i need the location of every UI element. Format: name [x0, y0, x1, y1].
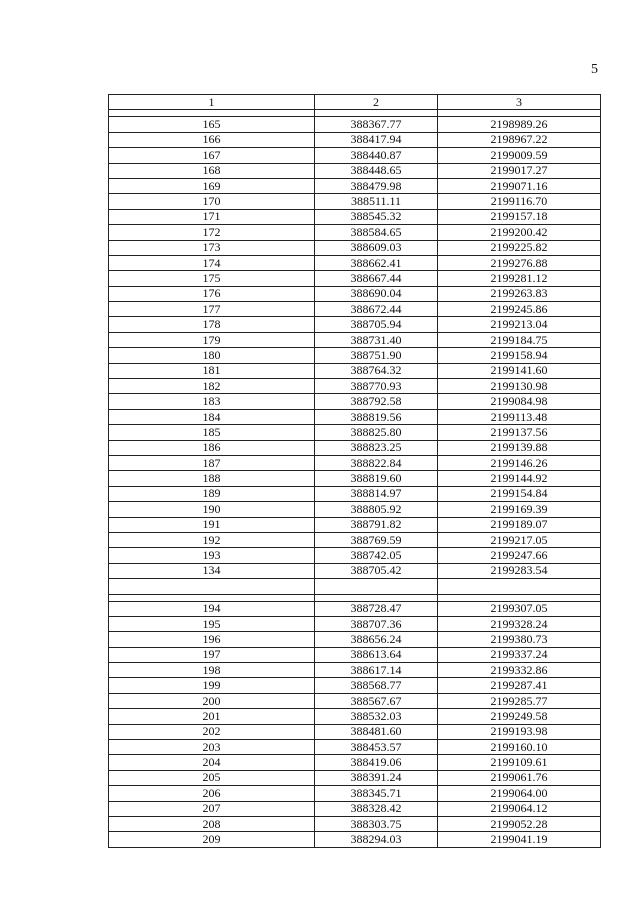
- table-row: [109, 832, 601, 847]
- table-row: [109, 440, 601, 455]
- coordinate-y-cell: 2199249.58: [438, 709, 601, 724]
- table-row: [109, 163, 601, 178]
- point-number-cell: 189: [109, 486, 315, 501]
- table-row: [109, 117, 601, 132]
- coordinate-y-cell: 2199141.60: [438, 363, 601, 378]
- coordinate-y-cell: 2199247.66: [438, 548, 601, 563]
- table-row: [109, 517, 601, 532]
- coordinate-x-cell: 388328.42: [315, 801, 438, 816]
- coordinates-table: [108, 94, 601, 848]
- header-col-1: 1: [109, 95, 315, 110]
- point-number-cell: 191: [109, 517, 315, 532]
- empty-cell: [438, 594, 601, 601]
- coordinate-y-cell: 2199276.88: [438, 255, 601, 270]
- point-number-cell: 199: [109, 678, 315, 693]
- empty-cell: [109, 579, 315, 594]
- table-row: [109, 271, 601, 286]
- coordinate-y-cell: 2199061.76: [438, 770, 601, 785]
- table-row: [109, 286, 601, 301]
- table-row: [109, 616, 601, 631]
- point-number-cell: 134: [109, 563, 315, 578]
- point-number-cell: 193: [109, 548, 315, 563]
- coordinate-x-cell: 388690.04: [315, 286, 438, 301]
- coordinate-x-cell: 388819.60: [315, 471, 438, 486]
- point-number-cell: 172: [109, 225, 315, 240]
- coordinate-x-cell: 388345.71: [315, 786, 438, 801]
- coordinate-y-cell: 2199160.10: [438, 740, 601, 755]
- point-number-cell: 170: [109, 194, 315, 209]
- point-number-cell: 184: [109, 409, 315, 424]
- coordinate-y-cell: 2199169.39: [438, 502, 601, 517]
- coordinate-x-cell: 388819.56: [315, 409, 438, 424]
- table-row: [109, 425, 601, 440]
- table-row: [109, 632, 601, 647]
- coordinate-x-cell: 388672.44: [315, 302, 438, 317]
- coordinate-x-cell: 388656.24: [315, 632, 438, 647]
- coordinate-y-cell: 2199225.82: [438, 240, 601, 255]
- empty-cell: [109, 594, 315, 601]
- point-number-cell: 179: [109, 332, 315, 347]
- coordinate-x-cell: 388481.60: [315, 724, 438, 739]
- coordinate-x-cell: 388770.93: [315, 379, 438, 394]
- point-number-cell: 176: [109, 286, 315, 301]
- table-header-row: [109, 95, 601, 110]
- coordinate-y-cell: 2199130.98: [438, 379, 601, 394]
- coordinate-x-cell: 388417.94: [315, 132, 438, 147]
- coordinate-x-cell: 388792.58: [315, 394, 438, 409]
- empty-cell: [438, 579, 601, 594]
- coordinate-x-cell: 388822.84: [315, 455, 438, 470]
- point-number-cell: 197: [109, 647, 315, 662]
- coordinate-x-cell: 388391.24: [315, 770, 438, 785]
- coordinate-x-cell: 388613.64: [315, 647, 438, 662]
- point-number-cell: 202: [109, 724, 315, 739]
- coordinate-x-cell: 388764.32: [315, 363, 438, 378]
- empty-cell: [315, 594, 438, 601]
- coordinate-y-cell: 2199307.05: [438, 601, 601, 616]
- point-number-cell: 206: [109, 786, 315, 801]
- table-row: [109, 786, 601, 801]
- coordinate-x-cell: 388303.75: [315, 816, 438, 831]
- coordinate-x-cell: 388707.36: [315, 616, 438, 631]
- table-row: [109, 740, 601, 755]
- table-row: [109, 471, 601, 486]
- point-number-cell: 166: [109, 132, 315, 147]
- point-number-cell: 194: [109, 601, 315, 616]
- point-number-cell: 195: [109, 616, 315, 631]
- coordinate-x-cell: 388705.42: [315, 563, 438, 578]
- coordinate-y-cell: 2199200.42: [438, 225, 601, 240]
- coordinate-x-cell: 388731.40: [315, 332, 438, 347]
- header-col-3: 3: [438, 95, 601, 110]
- blank-separator-row: [109, 579, 601, 594]
- coordinate-y-cell: 2199189.07: [438, 517, 601, 532]
- table-row: [109, 317, 601, 332]
- table-row: [109, 455, 601, 470]
- coordinate-x-cell: 388825.80: [315, 425, 438, 440]
- coordinate-x-cell: 388705.94: [315, 317, 438, 332]
- table-row: [109, 693, 601, 708]
- coordinate-y-cell: 2199017.27: [438, 163, 601, 178]
- coordinate-y-cell: 2199281.12: [438, 271, 601, 286]
- coordinate-x-cell: 388568.77: [315, 678, 438, 693]
- coordinate-y-cell: 2199285.77: [438, 693, 601, 708]
- point-number-cell: 182: [109, 379, 315, 394]
- coordinate-y-cell: 2199052.28: [438, 816, 601, 831]
- coordinate-y-cell: 2199213.04: [438, 317, 601, 332]
- coordinate-y-cell: 2199245.86: [438, 302, 601, 317]
- coordinate-y-cell: 2199184.75: [438, 332, 601, 347]
- coordinate-y-cell: 2199116.70: [438, 194, 601, 209]
- table-row: [109, 724, 601, 739]
- table-row: [109, 379, 601, 394]
- point-number-cell: 173: [109, 240, 315, 255]
- coordinate-x-cell: 388667.44: [315, 271, 438, 286]
- point-number-cell: 168: [109, 163, 315, 178]
- table-row: [109, 647, 601, 662]
- table-row: [109, 194, 601, 209]
- coordinate-x-cell: 388532.03: [315, 709, 438, 724]
- table-row: [109, 755, 601, 770]
- coordinate-y-cell: 2199109.61: [438, 755, 601, 770]
- table-row: [109, 548, 601, 563]
- coordinate-x-cell: 388479.98: [315, 178, 438, 193]
- table-row: [109, 302, 601, 317]
- point-number-cell: 171: [109, 209, 315, 224]
- empty-cell: [109, 110, 315, 117]
- table-row: [109, 816, 601, 831]
- table-row: [109, 532, 601, 547]
- coordinate-y-cell: 2199287.41: [438, 678, 601, 693]
- table-row: [109, 678, 601, 693]
- point-number-cell: 208: [109, 816, 315, 831]
- coordinate-x-cell: 388823.25: [315, 440, 438, 455]
- coordinate-y-cell: 2199157.18: [438, 209, 601, 224]
- coordinate-y-cell: 2199139.88: [438, 440, 601, 455]
- table-row: [109, 363, 601, 378]
- point-number-cell: 207: [109, 801, 315, 816]
- point-number-cell: 188: [109, 471, 315, 486]
- point-number-cell: 186: [109, 440, 315, 455]
- page-number: 5: [591, 62, 598, 77]
- coordinate-y-cell: 2199041.19: [438, 832, 601, 847]
- table-row: [109, 348, 601, 363]
- spacer-row: [109, 110, 601, 117]
- point-number-cell: 201: [109, 709, 315, 724]
- table-row: [109, 178, 601, 193]
- point-number-cell: 196: [109, 632, 315, 647]
- table-row: [109, 409, 601, 424]
- coordinate-x-cell: 388662.41: [315, 255, 438, 270]
- coordinate-x-cell: 388440.87: [315, 148, 438, 163]
- spacer-row: [109, 594, 601, 601]
- coordinate-y-cell: 2199193.98: [438, 724, 601, 739]
- point-number-cell: 177: [109, 302, 315, 317]
- header-col-2: 2: [315, 95, 438, 110]
- table-body: [109, 110, 601, 847]
- point-number-cell: 203: [109, 740, 315, 755]
- empty-cell: [438, 110, 601, 117]
- empty-cell: [315, 579, 438, 594]
- point-number-cell: 180: [109, 348, 315, 363]
- coordinate-y-cell: 2199380.73: [438, 632, 601, 647]
- coordinate-x-cell: 388609.03: [315, 240, 438, 255]
- coordinate-x-cell: 388728.47: [315, 601, 438, 616]
- table-row: [109, 770, 601, 785]
- point-number-cell: 198: [109, 663, 315, 678]
- coordinate-y-cell: 2199144.92: [438, 471, 601, 486]
- coordinate-x-cell: 388453.57: [315, 740, 438, 755]
- coordinate-x-cell: 388419.06: [315, 755, 438, 770]
- coordinate-y-cell: 2198989.26: [438, 117, 601, 132]
- coordinate-x-cell: 388584.65: [315, 225, 438, 240]
- coordinate-x-cell: 388742.05: [315, 548, 438, 563]
- coordinate-y-cell: 2199137.56: [438, 425, 601, 440]
- point-number-cell: 165: [109, 117, 315, 132]
- coordinate-y-cell: 2199064.00: [438, 786, 601, 801]
- coordinate-x-cell: 388805.92: [315, 502, 438, 517]
- coordinate-x-cell: 388545.32: [315, 209, 438, 224]
- table-row: [109, 255, 601, 270]
- point-number-cell: 190: [109, 502, 315, 517]
- point-number-cell: 185: [109, 425, 315, 440]
- coordinate-y-cell: 2199084.98: [438, 394, 601, 409]
- table-row: [109, 132, 601, 147]
- table-row: [109, 801, 601, 816]
- table-row: [109, 148, 601, 163]
- coordinate-x-cell: 388791.82: [315, 517, 438, 532]
- coordinate-x-cell: 388617.14: [315, 663, 438, 678]
- coordinate-y-cell: 2199158.94: [438, 348, 601, 363]
- coordinate-x-cell: 388814.97: [315, 486, 438, 501]
- table-row: [109, 209, 601, 224]
- coordinate-x-cell: 388294.03: [315, 832, 438, 847]
- point-number-cell: 192: [109, 532, 315, 547]
- coordinate-x-cell: 388751.90: [315, 348, 438, 363]
- coordinate-x-cell: 388367.77: [315, 117, 438, 132]
- coordinate-x-cell: 388448.65: [315, 163, 438, 178]
- point-number-cell: 183: [109, 394, 315, 409]
- coordinate-y-cell: 2199332.86: [438, 663, 601, 678]
- coordinate-y-cell: 2198967.22: [438, 132, 601, 147]
- table-row: [109, 502, 601, 517]
- table-row: [109, 709, 601, 724]
- point-number-cell: 169: [109, 178, 315, 193]
- coordinate-y-cell: 2199146.26: [438, 455, 601, 470]
- table-row: [109, 240, 601, 255]
- coordinate-y-cell: 2199337.24: [438, 647, 601, 662]
- table-row: [109, 563, 601, 578]
- coordinate-y-cell: 2199071.16: [438, 178, 601, 193]
- point-number-cell: 205: [109, 770, 315, 785]
- coordinate-y-cell: 2199154.84: [438, 486, 601, 501]
- coordinate-y-cell: 2199283.54: [438, 563, 601, 578]
- point-number-cell: 204: [109, 755, 315, 770]
- table-row: [109, 601, 601, 616]
- point-number-cell: 209: [109, 832, 315, 847]
- point-number-cell: 178: [109, 317, 315, 332]
- point-number-cell: 167: [109, 148, 315, 163]
- point-number-cell: 181: [109, 363, 315, 378]
- coordinate-x-cell: 388567.67: [315, 693, 438, 708]
- coordinate-y-cell: 2199064.12: [438, 801, 601, 816]
- coordinate-x-cell: 388769.59: [315, 532, 438, 547]
- point-number-cell: 175: [109, 271, 315, 286]
- point-number-cell: 187: [109, 455, 315, 470]
- table-row: [109, 663, 601, 678]
- table-row: [109, 394, 601, 409]
- point-number-cell: 174: [109, 255, 315, 270]
- coordinate-y-cell: 2199217.05: [438, 532, 601, 547]
- coordinate-y-cell: 2199328.24: [438, 616, 601, 631]
- coordinate-x-cell: 388511.11: [315, 194, 438, 209]
- point-number-cell: 200: [109, 693, 315, 708]
- table-row: [109, 486, 601, 501]
- coordinate-y-cell: 2199009.59: [438, 148, 601, 163]
- table-row: [109, 332, 601, 347]
- coordinate-y-cell: 2199263.83: [438, 286, 601, 301]
- coordinate-y-cell: 2199113.48: [438, 409, 601, 424]
- table-row: [109, 225, 601, 240]
- empty-cell: [315, 110, 438, 117]
